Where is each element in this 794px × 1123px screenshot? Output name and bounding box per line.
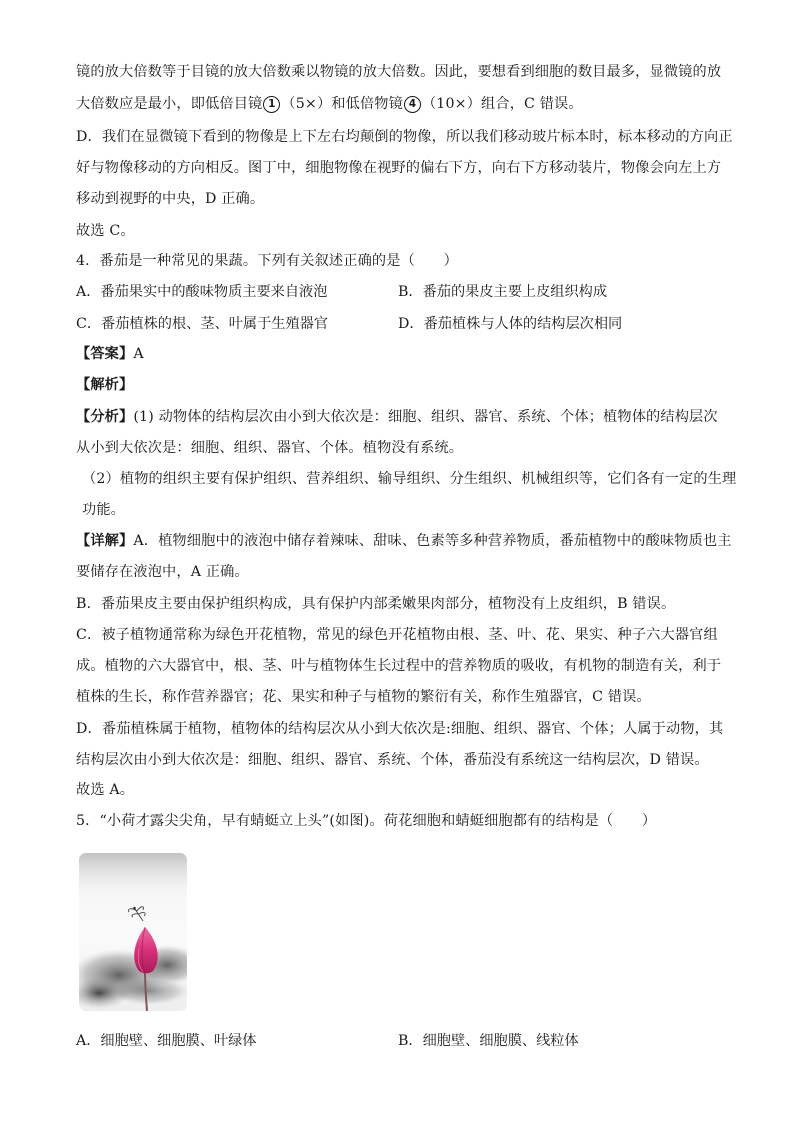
text-line: B．番茄果皮主要由保护组织构成，具有保护内部柔嫩果肉部分，植物没有上皮组织，B 错误。 — [76, 596, 676, 612]
text-line: 成。植物的六大器官中，根、茎、叶与植物体生长过程中的营养物质的吸收，有机物的制造有关，利于 — [76, 658, 722, 674]
text-line: 移动到视野的中央，D 正确。 — [76, 191, 265, 207]
question-4-option-a: A．番茄果实中的酸味物质主要来自液泡 — [76, 284, 328, 300]
question-4-option-d: D．番茄植株与人体的结构层次相同 — [398, 316, 623, 332]
text-span: 大倍数应是最小，即低倍目镜 — [76, 96, 263, 112]
text-span: （5×）和低倍物镜 — [281, 96, 403, 112]
text-line: 镜的放大倍数等于目镜的放大倍数乘以物镜的放大倍数。因此，要想看到细胞的数目最多，显微镜的放 — [76, 64, 722, 80]
lotus-dragonfly-image — [79, 853, 187, 1011]
question-4-option-b: B．番茄的果皮主要上皮组织构成 — [398, 284, 608, 300]
text-span: （10×）组合，C 错误。 — [421, 96, 583, 112]
answer-line — [76, 344, 716, 364]
question-4-stem: 4．番茄是一种常见的果蔬。下列有关叙述正确的是（ ） — [76, 253, 458, 269]
text-line: 故选 C。 — [76, 223, 135, 239]
question-4-option-c: C．番茄植株的根、茎、叶属于生殖器官 — [76, 316, 329, 332]
text-line: 好与物像移动的方向相反。图丁中，细胞物像在视野的偏右下方，向右下方移动装片，物像会向左上方 — [76, 160, 722, 176]
detail-label: 【详解】 — [76, 533, 134, 549]
text-line: 植株的生长，称作营养器官；花、果实和种子与植物的繁衍有关，称作生殖器官，C 错误。 — [76, 689, 651, 705]
text-span: A．植物细胞中的液泡中储存着辣味、甜味、色素等多种营养物质，番茄植物中的酸味物质也主 — [133, 533, 732, 549]
text-line: 结构层次由小到大依次是：细胞、组织、器官、系统、个体，番茄没有系统这一结构层次，D 错误。 — [76, 752, 709, 768]
text-line: D．我们在显微镜下看到的物像是上下左右均颠倒的物像，所以我们移动玻片标本时，标本移动的方向正 — [76, 129, 733, 145]
text-line: 故选 A。 — [76, 782, 135, 798]
text-line: C．被子植物通常称为绿色开花植物，常见的绿色开花植物由根、茎、叶、花、果实、种子六大器官组 — [76, 627, 718, 643]
circled-number-1: 1 — [263, 96, 280, 113]
question-5-option-a: A．细胞壁、细胞膜、叶绿体 — [76, 1033, 257, 1049]
text-span: (1) 动物体的结构层次由小到大依次是：细胞、组织、器官、系统、个体；植物体的结构层次 — [133, 409, 718, 425]
text-line: D．番茄植株属于植物，植物体的结构层次从小到大依次是:细胞、组织、器官、个体；人属于动物，其 — [76, 721, 724, 737]
circled-number-4: 4 — [404, 96, 421, 113]
question-5-stem: 5．“小荷才露尖尖角，早有蜻蜓立上头”(如图)。荷花细胞和蜻蜓细胞都有的结构是（ ） — [76, 813, 657, 829]
answer-value: A — [133, 346, 144, 362]
text-line — [76, 407, 716, 427]
text-line: （2）植物的组织主要有保护组织、营养组织、输导组织、分生组织、机械组织等，它们各有一定的生理 — [82, 471, 737, 487]
text-line — [76, 94, 716, 114]
question-5-option-b: B．细胞壁、细胞膜、线粒体 — [398, 1033, 579, 1049]
lotus-dragonfly-icon — [79, 853, 187, 1011]
text-line: 要储存在液泡中，A 正确。 — [76, 564, 249, 580]
analysis-label: 【分析】 — [76, 409, 134, 425]
answer-label: 【答案】 — [76, 346, 134, 362]
text-line: 从小到大依次是：细胞、组织、器官、个体。植物没有系统。 — [76, 440, 464, 456]
text-line: 功能。 — [82, 502, 126, 518]
text-line — [76, 531, 732, 551]
analysis-heading: 【解析】 — [76, 377, 134, 393]
